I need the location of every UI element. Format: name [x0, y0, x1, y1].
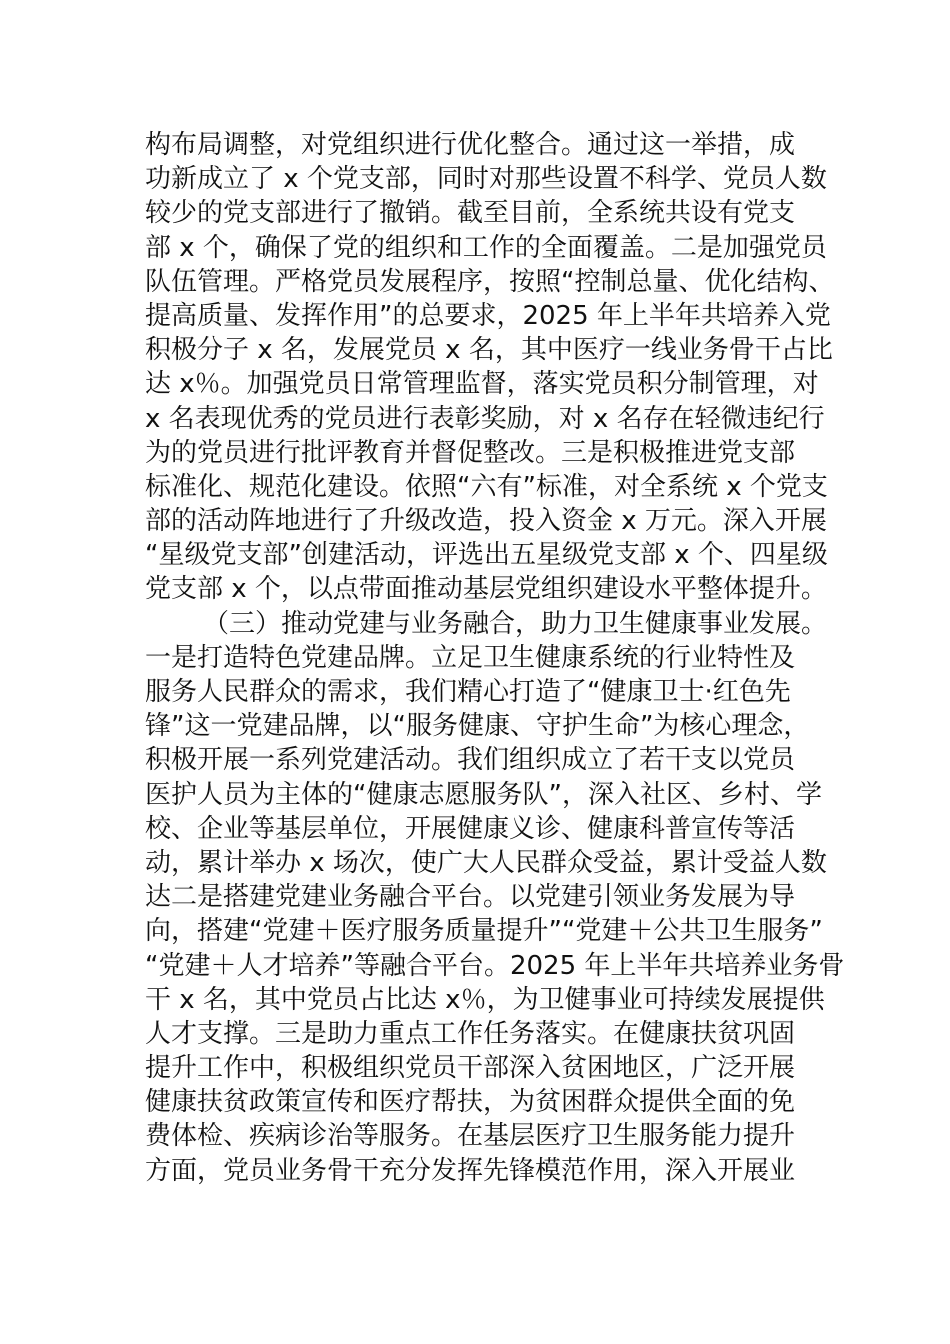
- text-line: 部的活动阵地进行了升级改造，投入资金 x 万元。深入开展: [145, 506, 827, 537]
- text-line: 达二是搭建党建业务融合平台。以党建引领业务发展为导: [145, 882, 796, 913]
- text-line: 服务人民群众的需求，我们精心打造了“健康卫士·红色先: [145, 677, 791, 707]
- text-line: 达 x％。加强党员日常管理监督，落实党员积分制管理，对: [145, 369, 819, 400]
- text-line: 构布局调整，对党组织进行优化整合。通过这一举措，成: [145, 130, 796, 160]
- text-line: 锋”这一党建品牌，以“服务健康、守护生命”为核心理念，: [145, 711, 810, 742]
- text-line: 积极开展一系列党建活动。我们组织成立了若干支以党员: [145, 745, 796, 776]
- text-line: “星级党支部”创建活动，评选出五星级党支部 x 个、四星级: [145, 540, 828, 571]
- text-line: 功新成立了 x 个党支部，同时对那些设置不科学、党员人数: [145, 164, 827, 195]
- text-line: 方面，党员业务骨干充分发挥先锋模范作用，深入开展业: [145, 1155, 796, 1186]
- text-line: “党建＋人才培养”等融合平台。2025 年上半年共培养业务骨: [145, 950, 845, 981]
- text-line: 向，搭建“党建＋医疗服务质量提升”“党建＋公共卫生服务”: [145, 916, 823, 947]
- text-line: 一是打造特色党建品牌。立足卫生健康系统的行业特性及: [145, 642, 796, 673]
- text-line: 医护人员为主体的“健康志愿服务队”，深入社区、乡村、学: [145, 779, 822, 810]
- text-line: 积极分子 x 名，发展党员 x 名，其中医疗一线业务骨干占比: [145, 335, 833, 366]
- text-line: 干 x 名，其中党员占比达 x％，为卫健事业可持续发展提供: [145, 984, 825, 1015]
- text-line: 部 x 个，确保了党的组织和工作的全面覆盖。二是加强党员: [145, 232, 827, 263]
- text-line: 人才支撑。三是助力重点工作任务落实。在健康扶贫巩固: [145, 1018, 796, 1049]
- text-line: 队伍管理。严格党员发展程序，按照“控制总量、优化结构、: [145, 266, 835, 297]
- text-line: 动，累计举办 x 场次，使广大人民群众受益，累计受益人数: [145, 847, 827, 878]
- text-line: 党支部 x 个，以点带面推动基层党组织建设水平整体提升。: [145, 574, 827, 605]
- text-line: 校、企业等基层单位，开展健康义诊、健康科普宣传等活: [145, 813, 796, 844]
- text-line: 标准化、规范化建设。依照“六有”标准，对全系统 x 个党支: [145, 471, 828, 502]
- body-text: [145, 128, 845, 1188]
- text-line: 提高质量、发挥作用”的总要求，2025 年上半年共培养入党: [145, 300, 831, 331]
- text-line: 提升工作中，积极组织党员干部深入贫困地区，广泛开展: [145, 1053, 796, 1084]
- text-line: x 名表现优秀的党员进行表彰奖励，对 x 名存在轻微违纪行: [145, 403, 825, 434]
- text-line: 费体检、疾病诊治等服务。在基层医疗卫生服务能力提升: [145, 1121, 796, 1152]
- text-line: 健康扶贫政策宣传和医疗帮扶，为贫困群众提供全面的免: [145, 1087, 796, 1118]
- section-heading: （三）推动党建与业务融合，助力卫生健康事业发展。: [203, 608, 828, 639]
- text-line: 为的党员进行批评教育并督促整改。三是积极推进党支部: [145, 437, 796, 468]
- text-line: 较少的党支部进行了撤销。截至目前，全系统共设有党支: [145, 198, 796, 229]
